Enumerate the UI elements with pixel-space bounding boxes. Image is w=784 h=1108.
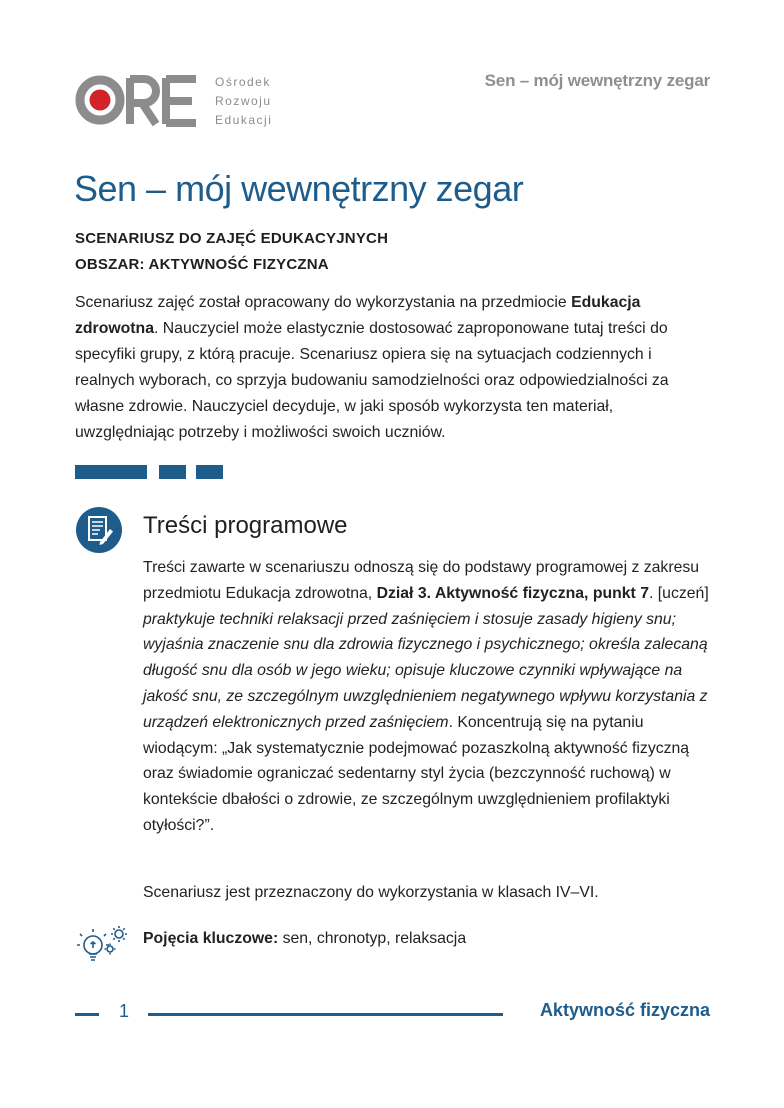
footer-line-right [148,1013,503,1016]
document-pencil-icon [75,506,123,554]
logo-line-3: Edukacji [215,113,273,127]
ore-logo-mark [74,72,214,130]
decorative-bar-1 [75,465,147,479]
grades-paragraph: Scenariusz jest przeznaczony do wykorzystania w klasach IV–VI. [143,884,599,901]
page-number: 1 [119,1001,130,1021]
section-quote: praktykuje techniki relaksacji przed zaśnięciem i stosuje zasady higieny snu; wyjaśnia znaczenie snu dla zdrowia fizycznego i psychicznego; określa zalecaną długość snu dla osób w jego wieku; opisuje kluczowe czynniki wpływające na jakość snu, ze szczególnym uwzględnieniem negatywnego wpływu korzystania z urządzeń elektronicznych przed zaśnięciem [143,610,708,731]
footer-line-left [75,1013,99,1016]
key-concepts-value: sen, chronotyp, relaksacja [278,930,467,947]
lightbulb-gears-icon [76,918,132,966]
document-title: Sen – mój wewnętrzny zegar [74,168,524,209]
subtitle-scenario: SCENARIUSZ DO ZAJĘĆ EDUKACYJNYCH [75,230,389,247]
key-concepts-label: Pojęcia kluczowe: [143,930,279,947]
section-reference: Dział 3. Aktywność fizyczna, punkt 7 [376,584,649,602]
intro-paragraph [75,290,715,446]
ore-logo [74,72,294,130]
key-concepts [143,930,466,948]
section-text-mid: . [uczeń] [649,584,709,602]
decorative-bar-3 [196,465,223,479]
section-paragraph [143,555,715,839]
intro-text: Scenariusz zajęć został opracowany do wykorzystania na przedmiocie [75,294,572,311]
section-text-end: . Koncentrują się na pytaniu wiodącym: „Jak systematycznie podejmować pozaszkolną aktywność fizyczną oraz świadomie ograniczać sedentarny styl życia (bezczynność ruchową) w kontekście dbałości o zdrowie, ze szczególnym uwzględnieniem profilaktyki otyłości?”. [143,713,690,834]
intro-text-rest: . Nauczyciel może elastycznie dostosować zaproponowane tutaj treści do specyfiki grupy, z którą pracuje. Scenariusz opiera się na sytuacjach codziennych i realnych wyborach, co sprzyja budowaniu samodzielności oraz odpowiedzialności za własne zdrowie. Nauczyciel decyduje, w jaki sposób wykorzysta ten materiał, uwzględniając potrzeby i możliwości swoich uczniów. [75,320,669,441]
logo-line-1: Ośrodek [215,75,271,89]
subtitle-area: OBSZAR: AKTYWNOŚĆ FIZYCZNA [75,256,329,273]
decorative-bar-2 [159,465,186,479]
section-text: Treści zawarte w scenariuszu odnoszą się do podstawy programowej z zakresu przedmiotu Edukacja zdrowotna, [143,559,700,602]
section-title: Treści programowe [143,512,348,539]
footer-area: Aktywność fizyczna [539,1000,710,1020]
logo-line-2: Rozwoju [215,94,272,108]
header-title: Sen – mój wewnętrzny zegar [484,71,710,90]
intro-subject: Edukacja zdrowotna [75,294,641,337]
